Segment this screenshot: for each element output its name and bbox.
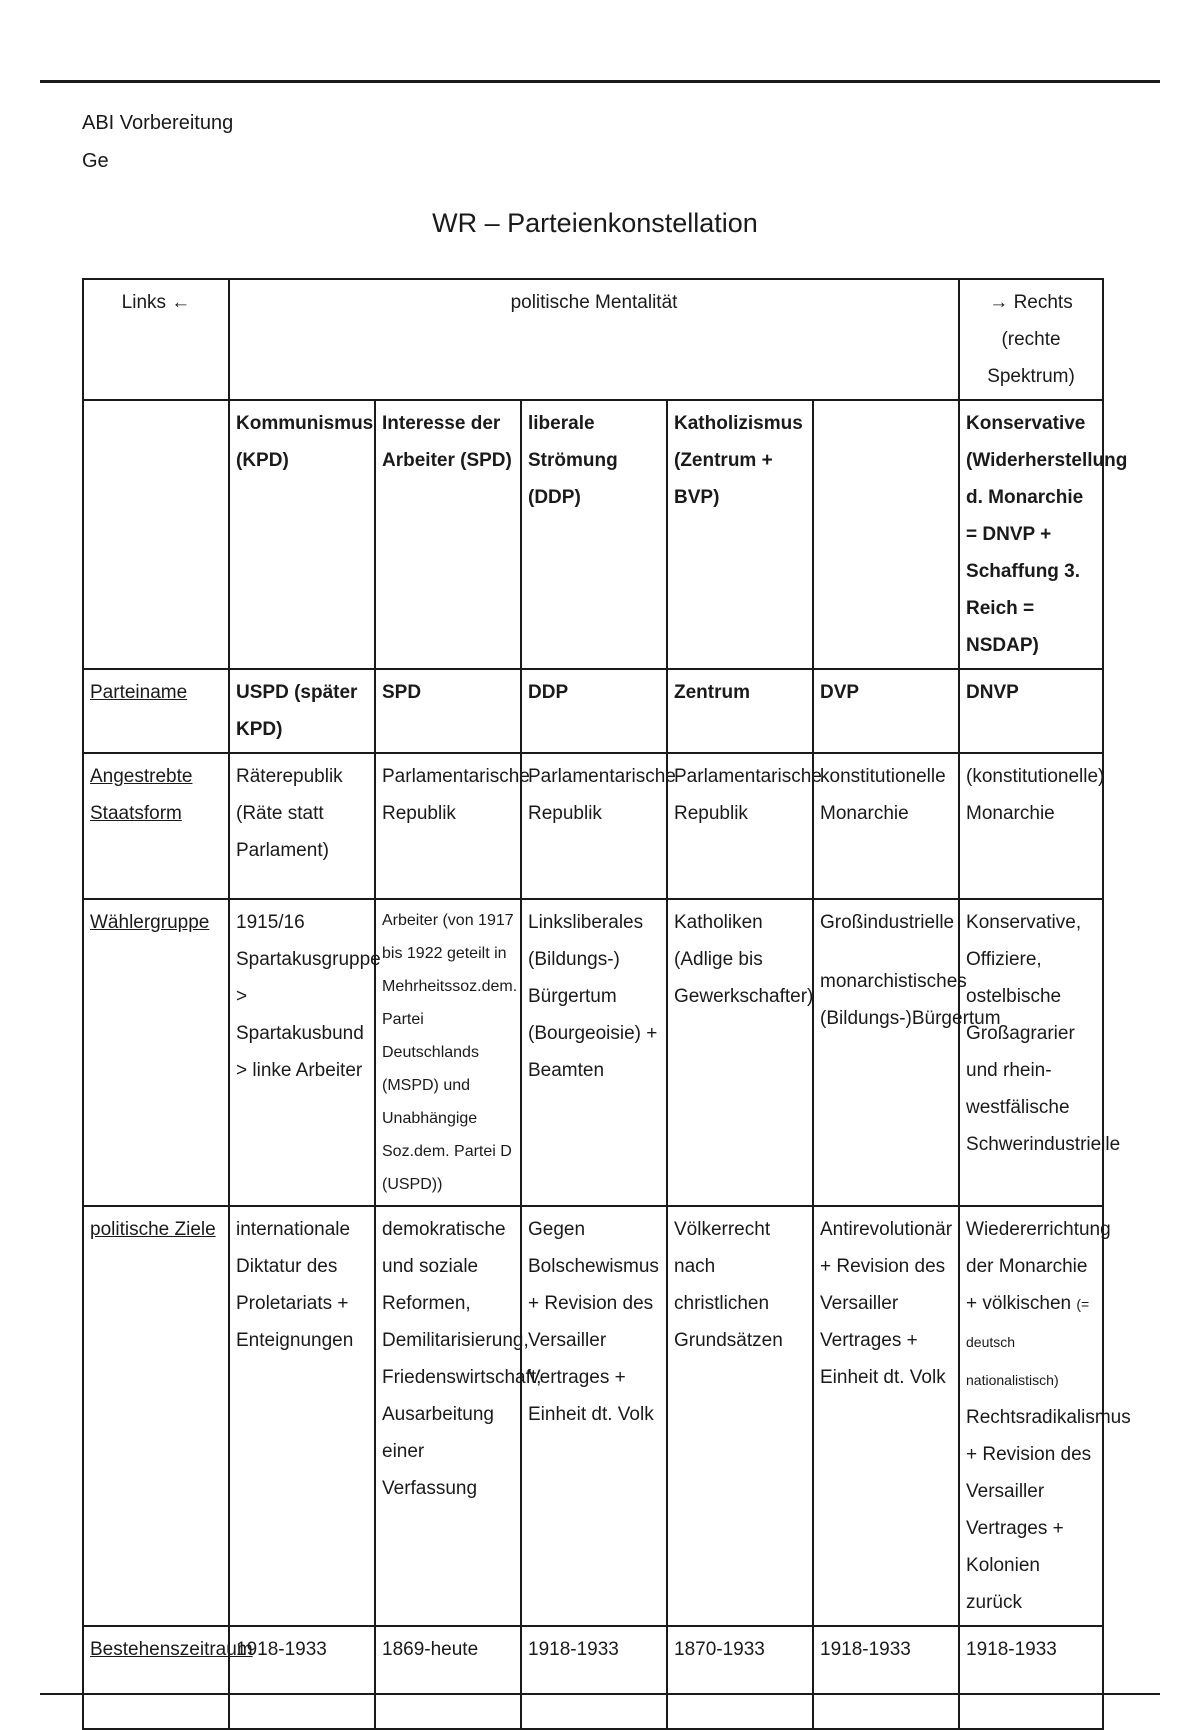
period-cell: 1870-1933 <box>667 1626 813 1729</box>
state-form-cell: Räterepublik (Räte statt Parlament) <box>229 753 375 899</box>
period-cell: 1918-1933 <box>229 1626 375 1729</box>
row-label-political-goals <box>83 1206 229 1626</box>
party-name-row <box>83 669 1103 753</box>
party-constellation-table <box>82 278 1131 1730</box>
mentality-cell: Katholizismus (Zentrum + BVP) <box>667 400 813 669</box>
period-cell: 1918-1933 <box>521 1626 667 1729</box>
political-goals-cell <box>959 1206 1131 1626</box>
mentality-cell: Interesse der Arbeiter (SPD) <box>375 400 521 669</box>
state-form-cell: Parlamentarische Republik <box>375 753 521 899</box>
header-line-2: Ge <box>82 150 109 172</box>
party-name-cell: DNVP <box>959 669 1103 753</box>
political-goals-row <box>83 1206 1103 1626</box>
spectrum-left-label: Links ← <box>83 279 229 400</box>
political-goals-cell: demokratische und soziale Reformen, Demilitarisierung, Friedenswirtschaft, Ausarbeitung einer Verfassung <box>375 1206 521 1626</box>
voter-group-cell: 1915/16 Spartakusgruppe > Spartakusbund > linke Arbeiter <box>229 899 375 1206</box>
row-label-text: politische Ziele <box>90 1219 216 1240</box>
spectrum-right-line-2: (rechte Spektrum) <box>987 329 1075 387</box>
state-form-cell: konstitutionelle Monarchie <box>813 753 959 899</box>
state-form-cell: Parlamentarische Republik <box>667 753 813 899</box>
party-name-cell: DVP <box>813 669 959 753</box>
row-label-text: Wählergruppe <box>90 912 210 933</box>
cell-spacer <box>820 941 952 963</box>
document-title: WR – Parteienkonstellation <box>432 208 758 238</box>
voter-group-cell <box>813 899 1001 1206</box>
political-goals-cell: Gegen Bolschewismus + Revision des Versailler Vertrages + Einheit dt. Volk <box>521 1206 667 1626</box>
period-cell: 1918-1933 <box>813 1626 959 1729</box>
party-name-cell: Zentrum <box>667 669 813 753</box>
state-form-cell: Parlamentarische Republik <box>521 753 667 899</box>
spectrum-row <box>83 279 1103 400</box>
mentality-cell <box>813 400 959 669</box>
mentality-cell: liberale Strömung (DDP) <box>521 400 667 669</box>
voter-group-cell: Konservative, Offiziere, ostelbische Großagrarier und rhein-westfälische Schwerindustrielle <box>959 899 1103 1206</box>
voter-group-cell: Arbeiter (von 1917 bis 1922 geteilt in Mehrheitssoz.dem. Partei Deutschlands (MSPD) und Unabhängige Soz.dem. Partei D (USPD)) <box>375 899 521 1206</box>
mentality-row <box>83 400 1103 669</box>
period-cell: 1869-heute <box>375 1626 521 1729</box>
bottom-rule <box>40 1693 1160 1695</box>
political-goals-cell: Antirevolutionär + Revision des Versailler Vertrages + Einheit dt. Volk <box>813 1206 959 1626</box>
political-goals-cell: internationale Diktatur des Proletariats + Enteignungen <box>229 1206 375 1626</box>
party-name-cell: SPD <box>375 669 521 753</box>
row-label-text: Bestehenszeitraum <box>90 1639 253 1660</box>
goals-text: Rechtsradikalismus + Revision des Versailler Vertrages + Kolonien zurück <box>966 1407 1131 1613</box>
header-line-1: ABI Vorbereitung <box>82 112 234 134</box>
row-label-state-form <box>83 753 229 899</box>
goals-note: (= deutsch nationalistisch) <box>966 1296 1090 1388</box>
party-name-cell: USPD (später KPD) <box>229 669 375 753</box>
document-header <box>82 104 233 180</box>
voter-group-cell: Katholiken (Adlige bis Gewerkschafter) <box>667 899 813 1206</box>
row-label-text: Parteiname <box>90 682 188 703</box>
top-rule <box>40 80 1160 83</box>
voter-group-cell: Linksliberales (Bildungs-) Bürgertum (Bourgeoisie) + Beamten <box>521 899 667 1206</box>
row-label-text: Angestrebte Staatsform <box>90 766 193 824</box>
state-form-cell: (konstitutionelle) Monarchie <box>959 753 1103 899</box>
voter-group-line: monarchistisches (Bildungs-)Bürgertum <box>820 971 1001 1029</box>
party-name-cell: DDP <box>521 669 667 753</box>
spectrum-right-line-1: → Rechts <box>989 292 1073 313</box>
period-cell: 1918-1933 <box>959 1626 1103 1729</box>
goals-text: Wiedererrichtung der Monarchie + völkischen <box>966 1219 1111 1314</box>
mentality-cell: Kommunismus (KPD) <box>229 400 375 669</box>
row-label-existence-period <box>83 1626 253 1729</box>
mentality-row-label <box>83 400 229 669</box>
row-label-party-name <box>83 669 229 753</box>
voter-group-line: Großindustrielle <box>820 912 955 933</box>
mentality-cell: Konservative (Widerherstellung d. Monarchie = DNVP + Schaffung 3. Reich = NSDAP) <box>959 400 1103 669</box>
political-goals-cell: Völkerrecht nach christlichen Grundsätzen <box>667 1206 813 1626</box>
voter-group-row <box>83 899 1103 1206</box>
mentality-header: politische Mentalität <box>229 279 959 400</box>
state-form-row <box>83 753 1103 899</box>
spectrum-right-label <box>959 279 1103 400</box>
row-label-voter-group <box>83 899 229 1206</box>
existence-period-row <box>83 1626 1103 1729</box>
